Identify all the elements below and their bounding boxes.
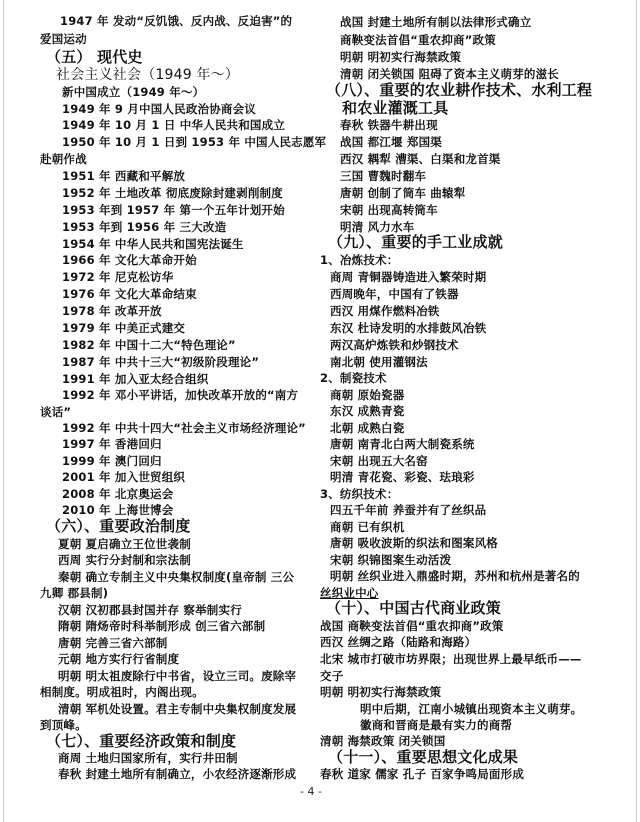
text-line: 西周 实行分封制和宗法制 <box>58 553 191 567</box>
text-line: 1991 年 加入亚太经合组织 <box>62 372 209 386</box>
text-line: 1999 年 澳门回归 <box>62 454 162 468</box>
text-line: 四五千年前 养蚕并有了丝织品 <box>330 503 487 517</box>
text-line: 春秋 封建土地所有制确立，小农经济逐渐形成 <box>58 767 297 781</box>
section-heading: （九）、重要的手工业成就 <box>328 233 503 251</box>
text-line: 战国 都江堰 郑国渠 <box>340 135 443 149</box>
page-number: - 4 - <box>300 785 322 798</box>
text-line: 明朝 明太祖废除行中书省，设立三司。废除宰 <box>58 669 297 683</box>
text-line: 2、制瓷技术 <box>320 371 387 385</box>
page-right-border <box>636 0 637 822</box>
text-line: 明朝 丝织业进入鼎盛时期，苏州和杭州是著名的 <box>330 569 580 583</box>
text-line: 元朝 地方实行行省制度 <box>58 652 180 666</box>
text-line: 九卿 郡县制) <box>40 586 109 600</box>
text-line: 战国 商鞅变法首倡“重农抑商”政策 <box>320 619 504 633</box>
text-line: 新中国成立（1949 年～） <box>62 85 205 99</box>
section-heading: （十）、中国古代商业政策 <box>326 599 501 617</box>
text-line: 1982 年 中国十二大“特色理论” <box>62 338 236 352</box>
text-line: 1949 年 9 月中国人民政治协商会议 <box>62 102 257 116</box>
text-line: 秦朝 确立专制主义中央集权制度(皇帝制 三公 <box>58 570 295 584</box>
text-line: 交子 <box>320 669 344 683</box>
section-heading: （八）、重要的农业耕作技术、水利工程 <box>326 81 593 99</box>
text-line: 西汉 耦犁 漕渠、白渠和龙首渠 <box>340 152 501 166</box>
text-line: 1952 年 土地改革 彻底废除封建剥削制度 <box>62 186 283 200</box>
text-line: 徽商和晋商是最有实力的商帮 <box>360 718 513 732</box>
text-line: 丝织业中心 <box>320 586 379 600</box>
text-line: 1979 年 中美正式建交 <box>62 321 186 335</box>
text-line: 唐朝 南青北白两大制瓷系统 <box>330 437 475 451</box>
section-heading: （十一）、重要思想文化成果 <box>328 748 519 766</box>
text-line: 明朝 明初实行海禁政策 <box>340 50 462 64</box>
text-line: 1997 年 香港回归 <box>62 437 162 451</box>
text-line: 到顶峰。 <box>40 718 87 732</box>
text-line: 唐朝 吸收波斯的织法和图案风格 <box>330 536 499 550</box>
text-line: 1972 年 尼克松访华 <box>62 270 174 284</box>
text-line: 商周 土地归国家所有，实行井田制 <box>58 751 238 765</box>
text-line: 明中后期，江南小城镇出现资本主义萌芽。 <box>360 702 583 716</box>
text-line: 清朝 海禁政策 闭关锁国 <box>320 734 446 748</box>
text-line: 1、冶炼技术： <box>320 253 399 267</box>
text-line: 隋朝 隋炀帝时科举制形成 创三省六部制 <box>58 619 266 633</box>
text-line: 1949 年 10 月 1 日 中华人民共和国成立 <box>62 118 286 132</box>
text-line: 清朝 军机处设置。君主专制中央集权制度发展 <box>58 702 297 716</box>
section-heading: （六）、重要政治制度 <box>46 517 191 535</box>
text-line: 商朝 已有织机 <box>330 520 405 534</box>
text-line: 商周 青铜器铸造进入繁荣时期 <box>330 270 487 284</box>
text-line: 西周晚年，中国有了铁器 <box>330 287 459 301</box>
section-heading: （五） 现代史 <box>46 48 143 66</box>
text-line: 春秋 铁器牛耕出现 <box>340 118 438 132</box>
text-line: 1951 年 西藏和平解放 <box>62 169 186 183</box>
text-line: 2010 年 上海世博会 <box>62 503 174 517</box>
text-line: 1953 年到 1957 年 第一个五年计划开始 <box>62 203 285 217</box>
text-line: 2001 年 加入世贸组织 <box>62 470 186 484</box>
text-line: 2008 年 北京奥运会 <box>62 487 174 501</box>
text-line: 东汉 杜诗发明的水排鼓风冶铁 <box>330 321 487 335</box>
text-line: 宋朝 出现五大名窑 <box>330 454 428 468</box>
text-line: 1978 年 改革开放 <box>62 304 162 318</box>
text-line: 唐朝 创制了筒车 曲辕犁 <box>340 186 466 200</box>
section-heading: 社会主义社会（1949 年～） <box>56 67 240 83</box>
text-line: 汉朝 汉初郡县封国并存 察举制实行 <box>58 603 242 617</box>
text-line: 明清 青花瓷、彩瓷、珐琅彩 <box>330 470 475 484</box>
text-line: 夏朝 夏启确立王位世袭制 <box>58 537 191 551</box>
text-line: 商鞅变法首倡“重农抑商”政策 <box>340 33 496 47</box>
section-heading: 和农业灌溉工具 <box>342 99 449 117</box>
text-line: 两汉高炉炼铁和炒钢技术 <box>330 338 459 352</box>
text-line: 1966 年 文化大革命开始 <box>62 253 197 267</box>
text-line: 3、纺织技术： <box>320 487 399 501</box>
text-line: 赴朝作战 <box>40 152 87 166</box>
text-line: 北朝 成熟白瓷 <box>330 421 405 435</box>
text-line: 1953 年到 1956 年 三大改造 <box>62 220 227 234</box>
text-line: 1992 年 中共十四大“社会主义市场经济理论” <box>62 421 306 435</box>
text-line: 东汉 成熟青瓷 <box>330 404 405 418</box>
text-line: 1976 年 文化大革命结束 <box>62 287 197 301</box>
text-line: 北宋 城市打破市坊界限；出现世界上最早纸币—— <box>320 652 582 666</box>
text-line: 商朝 原始瓷器 <box>330 388 405 402</box>
text-line: 爱国运动 <box>40 32 87 46</box>
text-line: 1954 年 中华人民共和国宪法诞生 <box>62 237 244 251</box>
text-line: 宋朝 出现高转筒车 <box>340 203 438 217</box>
text-line: 宋朝 织锦图案生动活泼 <box>330 553 452 567</box>
text-line: 三国 曹魏时翻车 <box>340 169 427 183</box>
section-heading: （七）、重要经济政策和制度 <box>46 732 237 750</box>
text-line: 1950 年 10 月 1 日到 1953 年 中国人民志愿军 <box>62 135 327 149</box>
text-line: 春秋 道家 儒家 孔子 百家争鸣局面形成 <box>320 767 525 781</box>
text-line: 明清 风力水车 <box>340 220 415 234</box>
text-line: 明朝 明初实行海禁政策 <box>320 685 442 699</box>
text-line: 唐朝 完善三省六部制 <box>58 636 168 650</box>
text-line: 相制度。明成祖时，内阁出现。 <box>40 685 204 699</box>
text-line: 1947 年 发动“反饥饿、反内战、反迫害”的 <box>60 14 293 28</box>
text-line: 南北朝 使用灌钢法 <box>330 355 428 369</box>
text-line: 谈话” <box>40 405 72 419</box>
text-line: 西汉 丝绸之路（陆路和海路） <box>320 635 477 649</box>
text-line: 战国 封建土地所有制以法律形式确立 <box>340 15 532 29</box>
text-line: 清朝 闭关锁国 阻碍了资本主义萌芽的滋长 <box>340 67 560 81</box>
text-line: 1992 年 邓小平讲话，加快改革开放的“南方 <box>62 388 299 402</box>
page-left-border <box>3 0 4 822</box>
text-line: 西汉 用煤作燃料冶铁 <box>330 304 440 318</box>
text-line: 1987 年 中共十三大“初级阶段理论” <box>62 355 260 369</box>
